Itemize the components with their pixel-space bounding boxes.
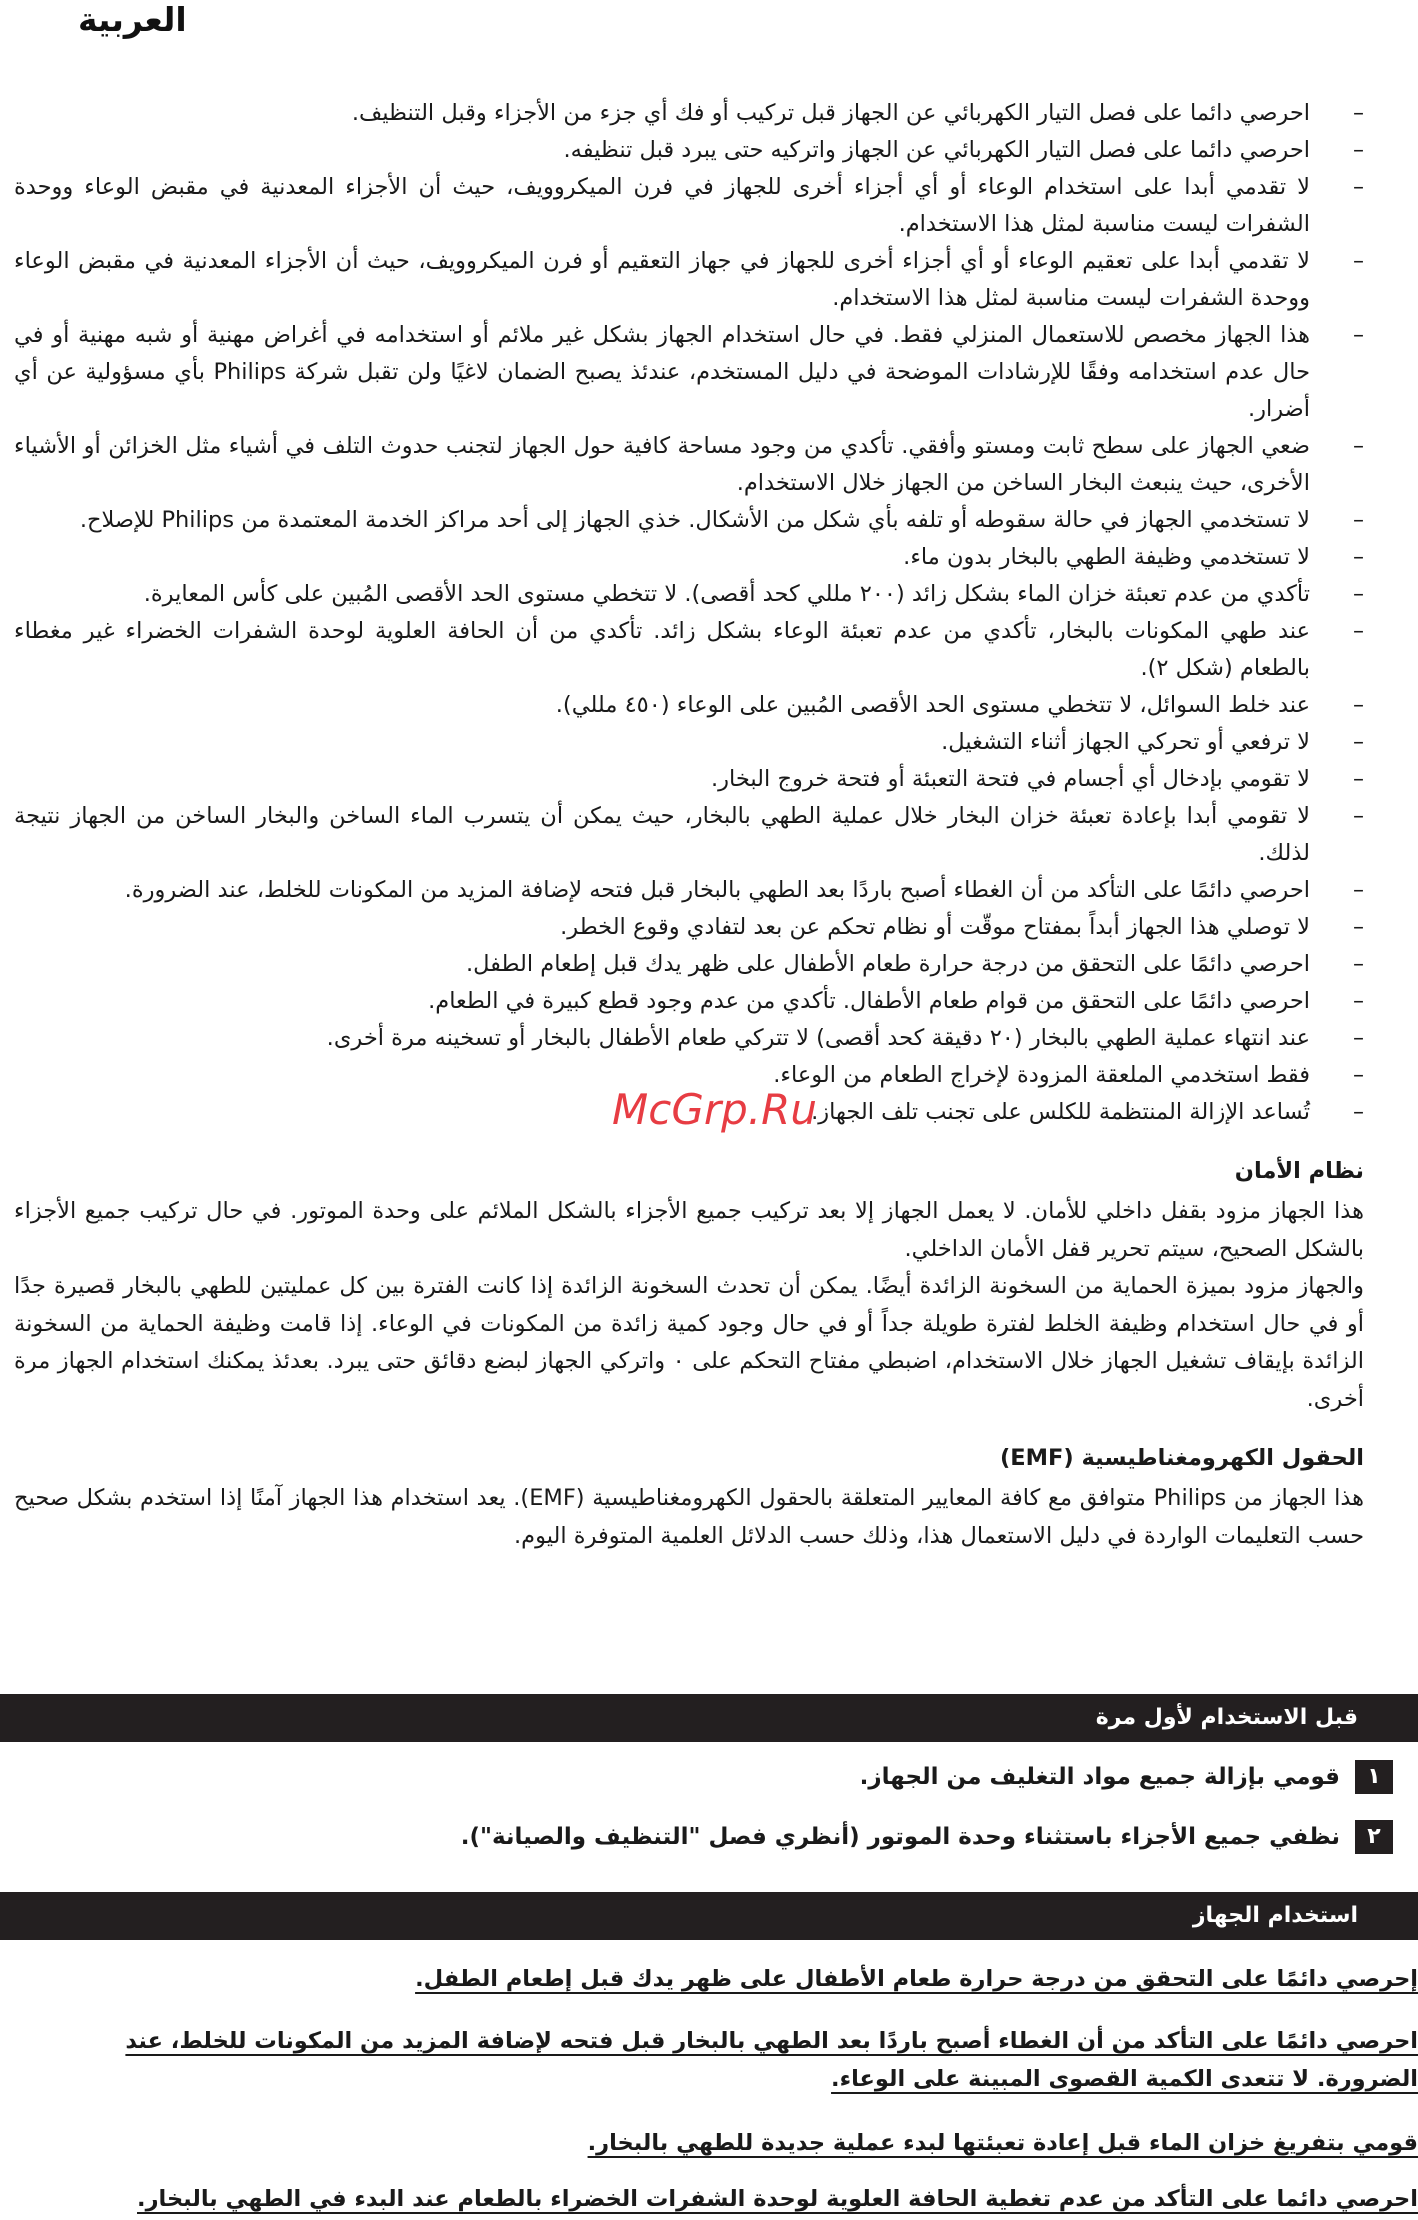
dash-icon: – (1353, 693, 1364, 718)
dash-icon: – (1353, 175, 1364, 200)
dash-icon: – (1353, 730, 1364, 755)
list-item (14, 909, 1364, 946)
list-item-text: احرصي دائما على فصل التيار الكهربائي عن الجهاز واتركيه حتى يبرد قبل تنظيفه. (563, 137, 1310, 163)
list-item (14, 132, 1364, 169)
list-item-text: ضعي الجهاز على سطح ثابت ومستو وأفقي. تأكدي من وجود مساحة كافية حول الجهاز لتجنب حدوث التلف في أشياء مثل الخزائن أو الأشياء الأخرى، حيث ينبعث البخار الساخن من الجهاز خلال الاستخدام. (14, 433, 1310, 496)
list-item (14, 946, 1364, 983)
list-item-text: لا توصلي هذا الجهاز أبداً بمفتاح موقّت أو نظام تحكم عن بعد لتفادي وقوع الخطر. (560, 914, 1310, 940)
usage-note-text: احرصي دائما على التأكد من عدم تغطية الحافة العلوية لوحدة الشفرات الخضراء بالطعام عند البدء في الطهي بالبخار. (137, 2186, 1418, 2212)
dash-icon: – (1353, 434, 1364, 459)
step-number-badge: ١ (1355, 1760, 1393, 1794)
list-item (14, 539, 1364, 576)
list-item-text: لا تقدمي أبدا على استخدام الوعاء أو أي أجزاء أخرى للجهاز في فرن الميكروويف، حيث أن الأجزاء المعدنية في مقبض الوعاء ووحدة الشفرات ليست مناسبة لمثل هذا الاستخدام. (14, 174, 1310, 237)
section-bar-before-first-use (0, 1694, 1418, 1742)
list-item (14, 317, 1364, 428)
list-item-text: لا تقومي أبدا بإعادة تعبئة خزان البخار خلال عملية الطهي بالبخار، حيث يمكن أن يتسرب الماء الساخن والبخار الساخن من الجهاز نتيجة لذلك. (14, 803, 1310, 866)
paragraph: والجهاز مزود بميزة الحماية من السخونة الزائدة أيضًا. يمكن أن تحدث السخونة الزائدة إذا كانت الفترة بين كل عمليتين للطهي بالبخار قصيرة جدًا أو في حال استخدام وظيفة الخلط لفترة طويلة جداً أو في حال وجود كمية زائدة من المكونات في الوعاء. إذا قامت وظيفة الحماية من السخونة الزائدة بإيقاف تشغيل الجهاز خلال الاستخدام، اضبطي مفتاح التحكم على ٠ واتركي الجهاز لبضع دقائق حتى يبرد. بعدئذ يمكنك استخدام الجهاز مرة أخرى. (14, 1273, 1364, 1412)
list-item (14, 428, 1364, 502)
dash-icon: – (1353, 1100, 1364, 1125)
list-item (14, 576, 1364, 613)
list-item-text: لا تستخدمي الجهاز في حالة سقوطه أو تلفه بأي شكل من الأشكال. خذي الجهاز إلى أحد مراكز الخدمة المعتمدة من Philips للإصلاح. (79, 507, 1310, 533)
list-item (14, 872, 1364, 909)
list-item-text: احرصي دائما على فصل التيار الكهربائي عن الجهاز قبل تركيب أو فك أي جزء من الأجزاء وقبل التنظيف. (351, 100, 1310, 126)
list-item-text: فقط استخدمي الملعقة المزودة لإخراج الطعام من الوعاء. (773, 1062, 1310, 1088)
warnings-list (14, 95, 1364, 1131)
usage-note (58, 2124, 1418, 2162)
emf-section (14, 1440, 1364, 1555)
list-item-text: هذا الجهاز مخصص للاستعمال المنزلي فقط. في حال استخدام الجهاز بشكل غير ملائم أو استخدامه في أغراض مهنية أو شبه مهنية أو في حال عدم استخدامه وفقًا للإرشادات الموضحة في دليل المستخدم، عندئذ يصبح الضمان لاغيًا ولن تقبل شركة Philips بأي مسؤولية عن أي أضرار. (14, 322, 1311, 422)
list-item (14, 687, 1364, 724)
list-item-text: لا ترفعي أو تحركي الجهاز أثناء التشغيل. (941, 729, 1310, 755)
list-item (14, 243, 1364, 317)
step-1 (0, 1760, 1418, 1800)
paragraph: هذا الجهاز مزود بقفل داخلي للأمان. لا يعمل الجهاز إلا بعد تركيب جميع الأجزاء بالشكل الملائم على وحدة الموتور. في حال تركيب جميع الأجزاء بالشكل الصحيح، سيتم تحرير قفل الأمان الداخلي. (14, 1198, 1364, 1262)
step-2 (0, 1820, 1418, 1860)
safety-system-section (14, 1153, 1364, 1418)
dash-icon: – (1353, 508, 1364, 533)
list-item-text: لا تقومي بإدخال أي أجسام في فتحة التعبئة أو فتحة خروج البخار. (711, 766, 1310, 792)
list-item (14, 502, 1364, 539)
dash-icon: – (1353, 767, 1364, 792)
list-item (14, 798, 1364, 872)
list-item (14, 1020, 1364, 1057)
list-item-text: عند انتهاء عملية الطهي بالبخار (٢٠ دقيقة كحد أقصى) لا تتركي طعام الأطفال بالبخار أو تسخينه مرة أخرى. (326, 1025, 1310, 1051)
dash-icon: – (1353, 1026, 1364, 1051)
section-heading: نظام الأمان (1234, 1158, 1364, 1184)
safety-content (14, 95, 1364, 1555)
list-item-text: لا تقدمي أبدا على تعقيم الوعاء أو أي أجزاء أخرى للجهاز في جهاز التعقيم أو فرن الميكروويف، حيث أن الأجزاء المعدنية في مقبض الوعاء ووحدة الشفرات ليست مناسبة لمثل هذا الاستخدام. (14, 248, 1310, 311)
step-number-badge: ٢ (1355, 1820, 1393, 1854)
dash-icon: – (1353, 952, 1364, 977)
section-heading: الحقول الكهرومغناطيسية (EMF) (999, 1445, 1364, 1471)
dash-icon: – (1353, 582, 1364, 607)
list-item (14, 1094, 1364, 1131)
list-item-text: احرصي دائمًا على التأكد من أن الغطاء أصبح باردًا بعد الطهي بالبخار قبل فتحه لإضافة المزيد من المكونات للخلط، عند الضرورة. (124, 877, 1310, 903)
list-item (14, 724, 1364, 761)
list-item (14, 983, 1364, 1020)
list-item (14, 1057, 1364, 1094)
usage-note-text: إحرصي دائمًا على التحقق من درجة حرارة طعام الأطفال على ظهر يدك قبل إطعام الطفل. (415, 1966, 1418, 1992)
usage-note-text: احرصي دائمًا على التأكد من أن الغطاء أصبح باردًا بعد الطهي بالبخار قبل فتحه لإضافة المزيد من المكونات للخلط، عند الضرورة. لا تتعدى الكمية القصوى المبينة على الوعاء. (125, 2028, 1418, 2092)
list-item-text: تُساعد الإزالة المنتظمة للكلس على تجنب تلف الجهاز. (811, 1099, 1310, 1125)
dash-icon: – (1353, 138, 1364, 163)
usage-note (58, 2180, 1418, 2218)
list-item-text: احرصي دائمًا على التحقق من درجة حرارة طعام الأطفال على ظهر يدك قبل إطعام الطفل. (465, 951, 1310, 977)
list-item (14, 613, 1364, 687)
section-bar-using-appliance (0, 1892, 1418, 1940)
dash-icon: – (1353, 989, 1364, 1014)
list-item (14, 761, 1364, 798)
dash-icon: – (1353, 1063, 1364, 1088)
list-item (14, 169, 1364, 243)
language-title: العربية (78, 0, 187, 39)
section-bar-title: قبل الاستخدام لأول مرة (1095, 1705, 1358, 1730)
dash-icon: – (1353, 878, 1364, 903)
list-item-text: عند خلط السوائل، لا تتخطي مستوى الحد الأقصى المُبين على الوعاء (٤٥٠ مللي). (555, 692, 1310, 718)
list-item-text: احرصي دائمًا على التحقق من قوام طعام الأطفال. تأكدي من عدم وجود قطع كبيرة في الطعام. (428, 988, 1310, 1014)
dash-icon: – (1353, 619, 1364, 644)
dash-icon: – (1353, 804, 1364, 829)
list-item-text: تأكدي من عدم تعبئة خزان الماء بشكل زائد (٢٠٠ مللي كحد أقصى). لا تتخطي مستوى الحد الأقصى المُبين على كأس المعايرة. (143, 581, 1310, 607)
step-text: نظفي جميع الأجزاء باستثناء وحدة الموتور (أنظري فصل "التنظيف والصيانة"). (460, 1824, 1340, 1850)
dash-icon: – (1353, 249, 1364, 274)
dash-icon: – (1353, 323, 1364, 348)
usage-note-text: قومي بتفريغ خزان الماء قبل إعادة تعبئتها لبدء عملية جديدة للطهي بالبخار. (587, 2130, 1418, 2156)
paragraph: هذا الجهاز من Philips متوافق مع كافة المعايير المتعلقة بالحقول الكهرومغناطيسية (EMF). يعد استخدام هذا الجهاز آمنًا إذا استخدم بشكل صحيح حسب التعليمات الواردة في دليل الاستعمال هذا، وذلك حسب الدلائل العلمية المتوفرة اليوم. (14, 1485, 1365, 1549)
step-text: قومي بإزالة جميع مواد التغليف من الجهاز. (859, 1764, 1340, 1790)
usage-note (58, 2022, 1418, 2098)
usage-note (58, 1960, 1418, 1998)
section-bar-title: استخدام الجهاز (1192, 1903, 1358, 1928)
list-item-text: لا تستخدمي وظيفة الطهي بالبخار بدون ماء. (903, 544, 1310, 570)
list-item (14, 95, 1364, 132)
list-item-text: عند طهي المكونات بالبخار، تأكدي من عدم تعبئة الوعاء بشكل زائد. تأكدي من أن الحافة العلوية لوحدة الشفرات الخضراء غير مغطاء بالطعام (شكل ٢). (14, 618, 1310, 681)
dash-icon: – (1353, 915, 1364, 940)
dash-icon: – (1353, 101, 1364, 126)
watermark: McGrp.Ru (612, 1085, 817, 1134)
dash-icon: – (1353, 545, 1364, 570)
